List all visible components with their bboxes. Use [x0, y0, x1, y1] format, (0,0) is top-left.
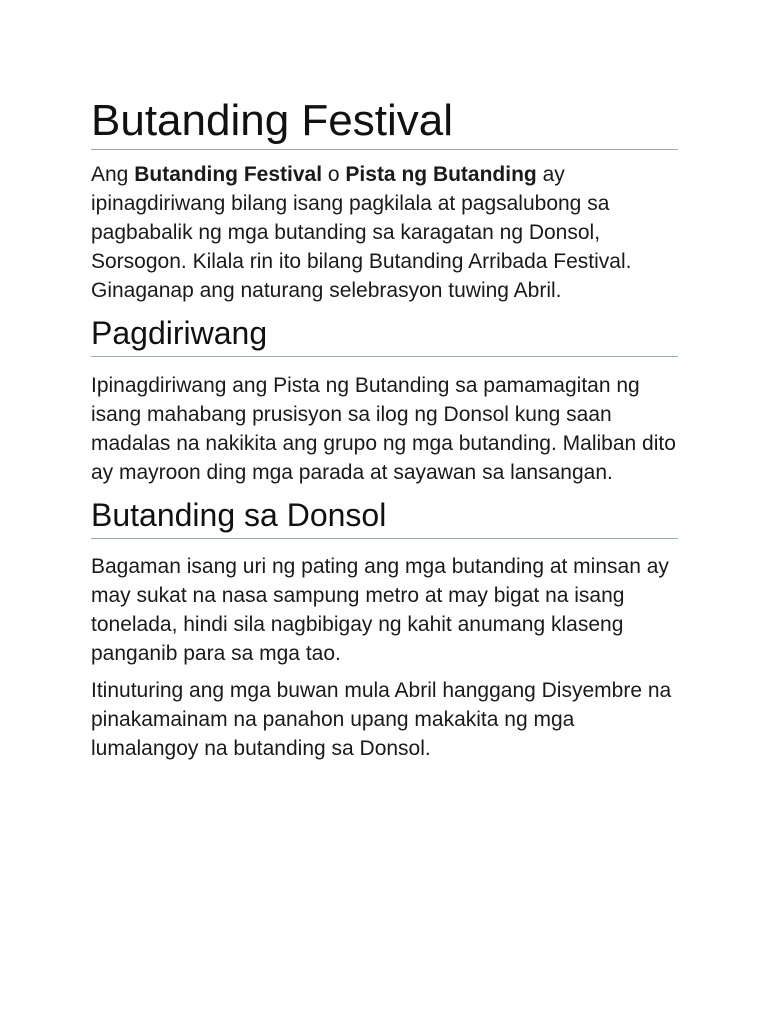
intro-bold-festival-name: Butanding Festival [134, 163, 323, 186]
section-paragraph: Ipinagdiriwang ang Pista ng Butanding sa pamamagitan ng isang mahabang prusisyon sa ilog ng Donsol kung saan madalas na nakikita ang grupo ng mga butanding. Maliban dito ay mayroon ding mga parada at sayawan sa lansangan. [91, 374, 676, 484]
intro-paragraph [91, 160, 678, 305]
section-heading-pagdiriwang: Pagdiriwang [91, 314, 678, 357]
section-paragraph: Itinuturing ang mga buwan mula Abril hanggang Disyembre na pinakamainam na panahon upang makakita ng mga lumalangoy na butanding sa Donsol. [91, 679, 672, 760]
page-title: Butanding Festival [91, 96, 678, 150]
intro-text-1: Ang [91, 163, 135, 186]
intro-bold-alt-name: Pista ng Butanding [345, 163, 537, 186]
section-heading-butanding-sa-donsol: Butanding sa Donsol [91, 496, 678, 539]
intro-text-2: o [322, 163, 346, 186]
intro-text-3: ay ipinagdiriwang bilang isang pagkilala at pagsalubong sa pagbabalik ng mga butanding sa karagatan ng Donsol, Sorsogon. Kilala rin ito bilang Butanding Arribada Festival. Ginaganap ang naturang selebrasyon tuwing Abril. [91, 163, 632, 302]
section-paragraph: Bagaman isang uri ng pating ang mga butanding at minsan ay may sukat na nasa sampung metro at may bigat na isang tonelada, hindi sila nagbibigay ng kahit anumang klaseng panganib para sa mga tao. [91, 555, 669, 665]
article [91, 96, 678, 763]
